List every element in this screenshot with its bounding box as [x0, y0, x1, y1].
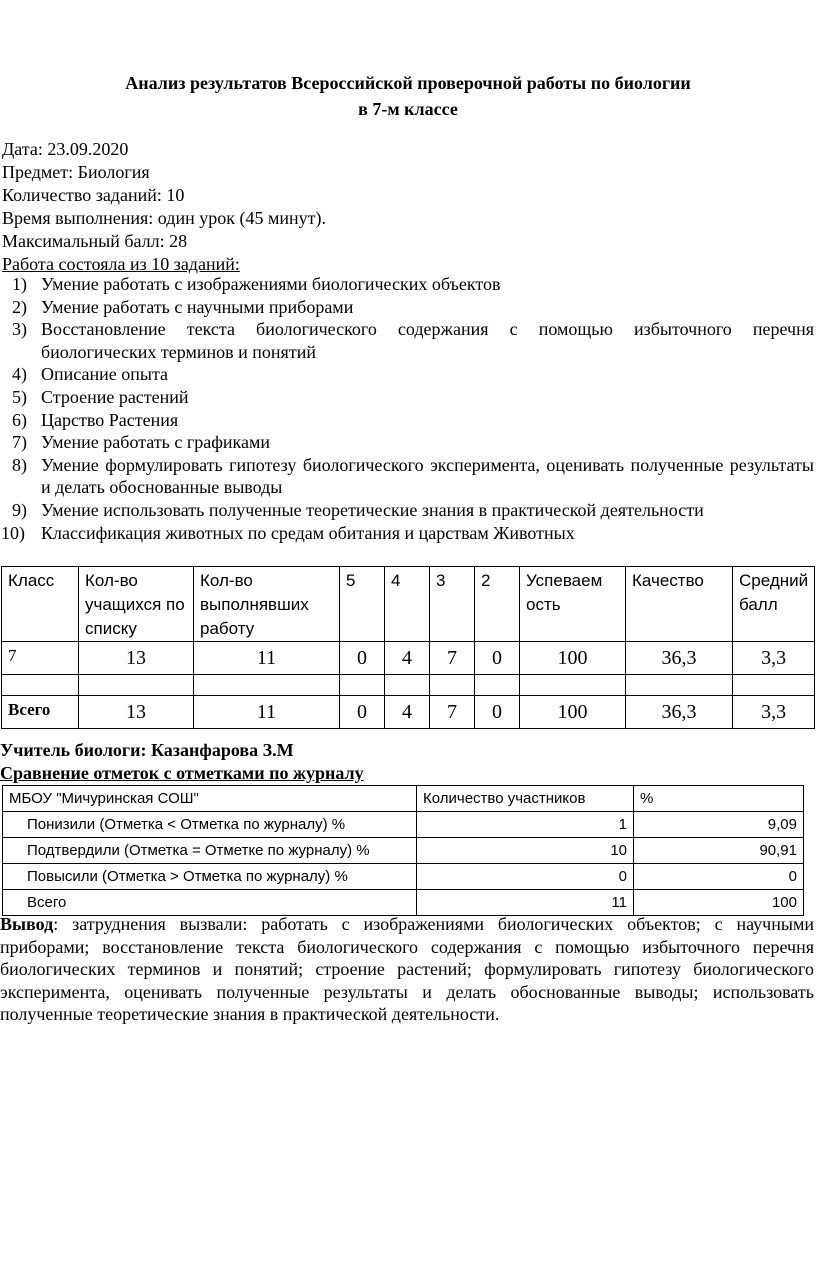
conclusion-text: : затруднения вызвали: работать с изображениями биологических объектов; с научными приборами; восстановление текста биологического содержания с помощью избыточного перечня биологических терминов и понятий; строение растений; формулировать гипотезу биологического эксперимента, оценивать полученные результаты и делать обоснованные выводы; использовать полученные теоретические знания в практической деятельности. [0, 914, 814, 1025]
table-cell: 11 [194, 696, 340, 729]
list-item [0, 363, 814, 386]
task-number: 7) [12, 432, 27, 453]
table-cell: 11 [194, 642, 340, 675]
task-text: Царство Растения [41, 409, 179, 430]
list-item [0, 499, 814, 522]
table-cell: Подтвердили (Отметка = Отметке по журналу) % [3, 838, 417, 864]
table-cell: Понизили (Отметка < Отметка по журналу) % [3, 812, 417, 838]
table-cell: 4 [385, 696, 430, 729]
task-text: Описание опыта [41, 364, 169, 385]
table-cell: 7 [430, 696, 475, 729]
title-line-1: Анализ результатов Всероссийской проверочной работы по биологии [125, 73, 691, 93]
table-cell: Повысили (Отметка > Отметка по журналу) % [3, 864, 417, 890]
task-number: 10) [1, 522, 25, 543]
header-cell: Кол-во учащихся по списку [79, 567, 194, 642]
table-cell: 90,91 [634, 838, 804, 864]
task-text: Строение растений [41, 386, 189, 407]
table-cell: 3,3 [733, 696, 815, 729]
table-cell: 36,3 [626, 696, 733, 729]
list-item [0, 296, 814, 319]
meta-subject: Предмет: Биология [2, 162, 150, 182]
table-cell: 0 [340, 642, 385, 675]
list-item [0, 273, 814, 296]
table-cell: 100 [520, 696, 626, 729]
table-cell: 100 [520, 642, 626, 675]
list-item [0, 386, 814, 409]
list-item [0, 431, 814, 454]
table-row-total [2, 696, 815, 729]
table-cell: Всего [3, 890, 417, 916]
task-number: 5) [12, 386, 27, 407]
table-cell: 11 [417, 890, 634, 916]
task-text: Умение использовать полученные теоретические знания в практической деятельности [41, 499, 704, 520]
header-cell: Кол-во выполнявших работу [194, 567, 340, 642]
header-cell: Количество участников [417, 786, 634, 812]
table-cell: 9,09 [634, 812, 804, 838]
meta-tasks-count: Количество заданий: 10 [2, 185, 185, 205]
table-row [3, 890, 804, 916]
table-cell: Всего [2, 696, 79, 729]
header-cell: Качество [626, 567, 733, 642]
table-header-row [3, 786, 804, 812]
title-line-2: в 7-м классе [358, 99, 458, 119]
task-number: 3) [12, 319, 27, 340]
task-text: Восстановление текста биологического содержания с помощью избыточного перечня биологических терминов и понятий [41, 319, 814, 362]
table-cell: 0 [417, 864, 634, 890]
list-item [0, 454, 814, 499]
header-cell: Успеваем ость [520, 567, 626, 642]
table-cell: 4 [385, 642, 430, 675]
conclusion-paragraph [0, 913, 814, 1026]
tasks-list [0, 273, 814, 544]
header-cell: 3 [430, 567, 475, 642]
table-cell: 7 [2, 642, 79, 675]
table-cell: 100 [634, 890, 804, 916]
table-row [3, 864, 804, 890]
table-cell: 7 [430, 642, 475, 675]
table-cell: 36,3 [626, 642, 733, 675]
header-cell: 4 [385, 567, 430, 642]
task-text: Умение работать с изображениями биологических объектов [41, 274, 501, 294]
list-item [0, 522, 814, 545]
task-text: Умение работать с графиками [41, 432, 271, 453]
table-row [3, 838, 804, 864]
meta-structure-heading: Работа состояла из 10 заданий: [2, 254, 240, 274]
list-item [0, 409, 814, 432]
task-number: 9) [12, 499, 27, 520]
table-cell: 0 [340, 696, 385, 729]
task-number: 2) [12, 296, 27, 317]
task-text: Умение работать с научными приборами [41, 296, 354, 317]
header-cell: МБОУ "Мичуринская СОШ" [3, 786, 417, 812]
results-table [1, 566, 815, 729]
table-cell: 0 [475, 642, 520, 675]
task-text: Классификация животных по средам обитания и царствам Животных [41, 522, 575, 543]
document-title [0, 70, 816, 122]
meta-duration: Время выполнения: один урок (45 минут). [2, 208, 326, 228]
header-cell: Средний балл [733, 567, 815, 642]
task-text: Умение формулировать гипотезу биологического эксперимента, оценивать полученные результаты и делать обоснованные выводы [41, 454, 814, 498]
table-cell: 13 [79, 642, 194, 675]
table-cell: 1 [417, 812, 634, 838]
header-cell: 2 [475, 567, 520, 642]
table-cell: 0 [475, 696, 520, 729]
list-item [0, 318, 814, 363]
meta-date: Дата: 23.09.2020 [2, 139, 129, 159]
task-number: 4) [12, 364, 27, 385]
table-row [3, 812, 804, 838]
task-number: 6) [12, 409, 27, 430]
task-number: 8) [12, 454, 27, 475]
table-header-row [2, 567, 815, 642]
table-cell: 0 [634, 864, 804, 890]
table-row-empty [2, 675, 815, 696]
teacher-name: Учитель биологи: Казанфарова З.М [0, 740, 294, 760]
conclusion-label: Вывод [0, 914, 54, 934]
header-cell: 5 [340, 567, 385, 642]
table-cell: 13 [79, 696, 194, 729]
table-cell: 10 [417, 838, 634, 864]
table-row [2, 642, 815, 675]
header-cell: % [634, 786, 804, 812]
comparison-title: Сравнение отметок с отметками по журналу [0, 763, 364, 783]
meta-block [2, 138, 326, 276]
header-cell: Класс [2, 567, 79, 642]
comparison-table [2, 785, 804, 916]
meta-max-score: Максимальный балл: 28 [2, 231, 188, 251]
table-cell: 3,3 [733, 642, 815, 675]
task-number: 1) [12, 274, 27, 294]
